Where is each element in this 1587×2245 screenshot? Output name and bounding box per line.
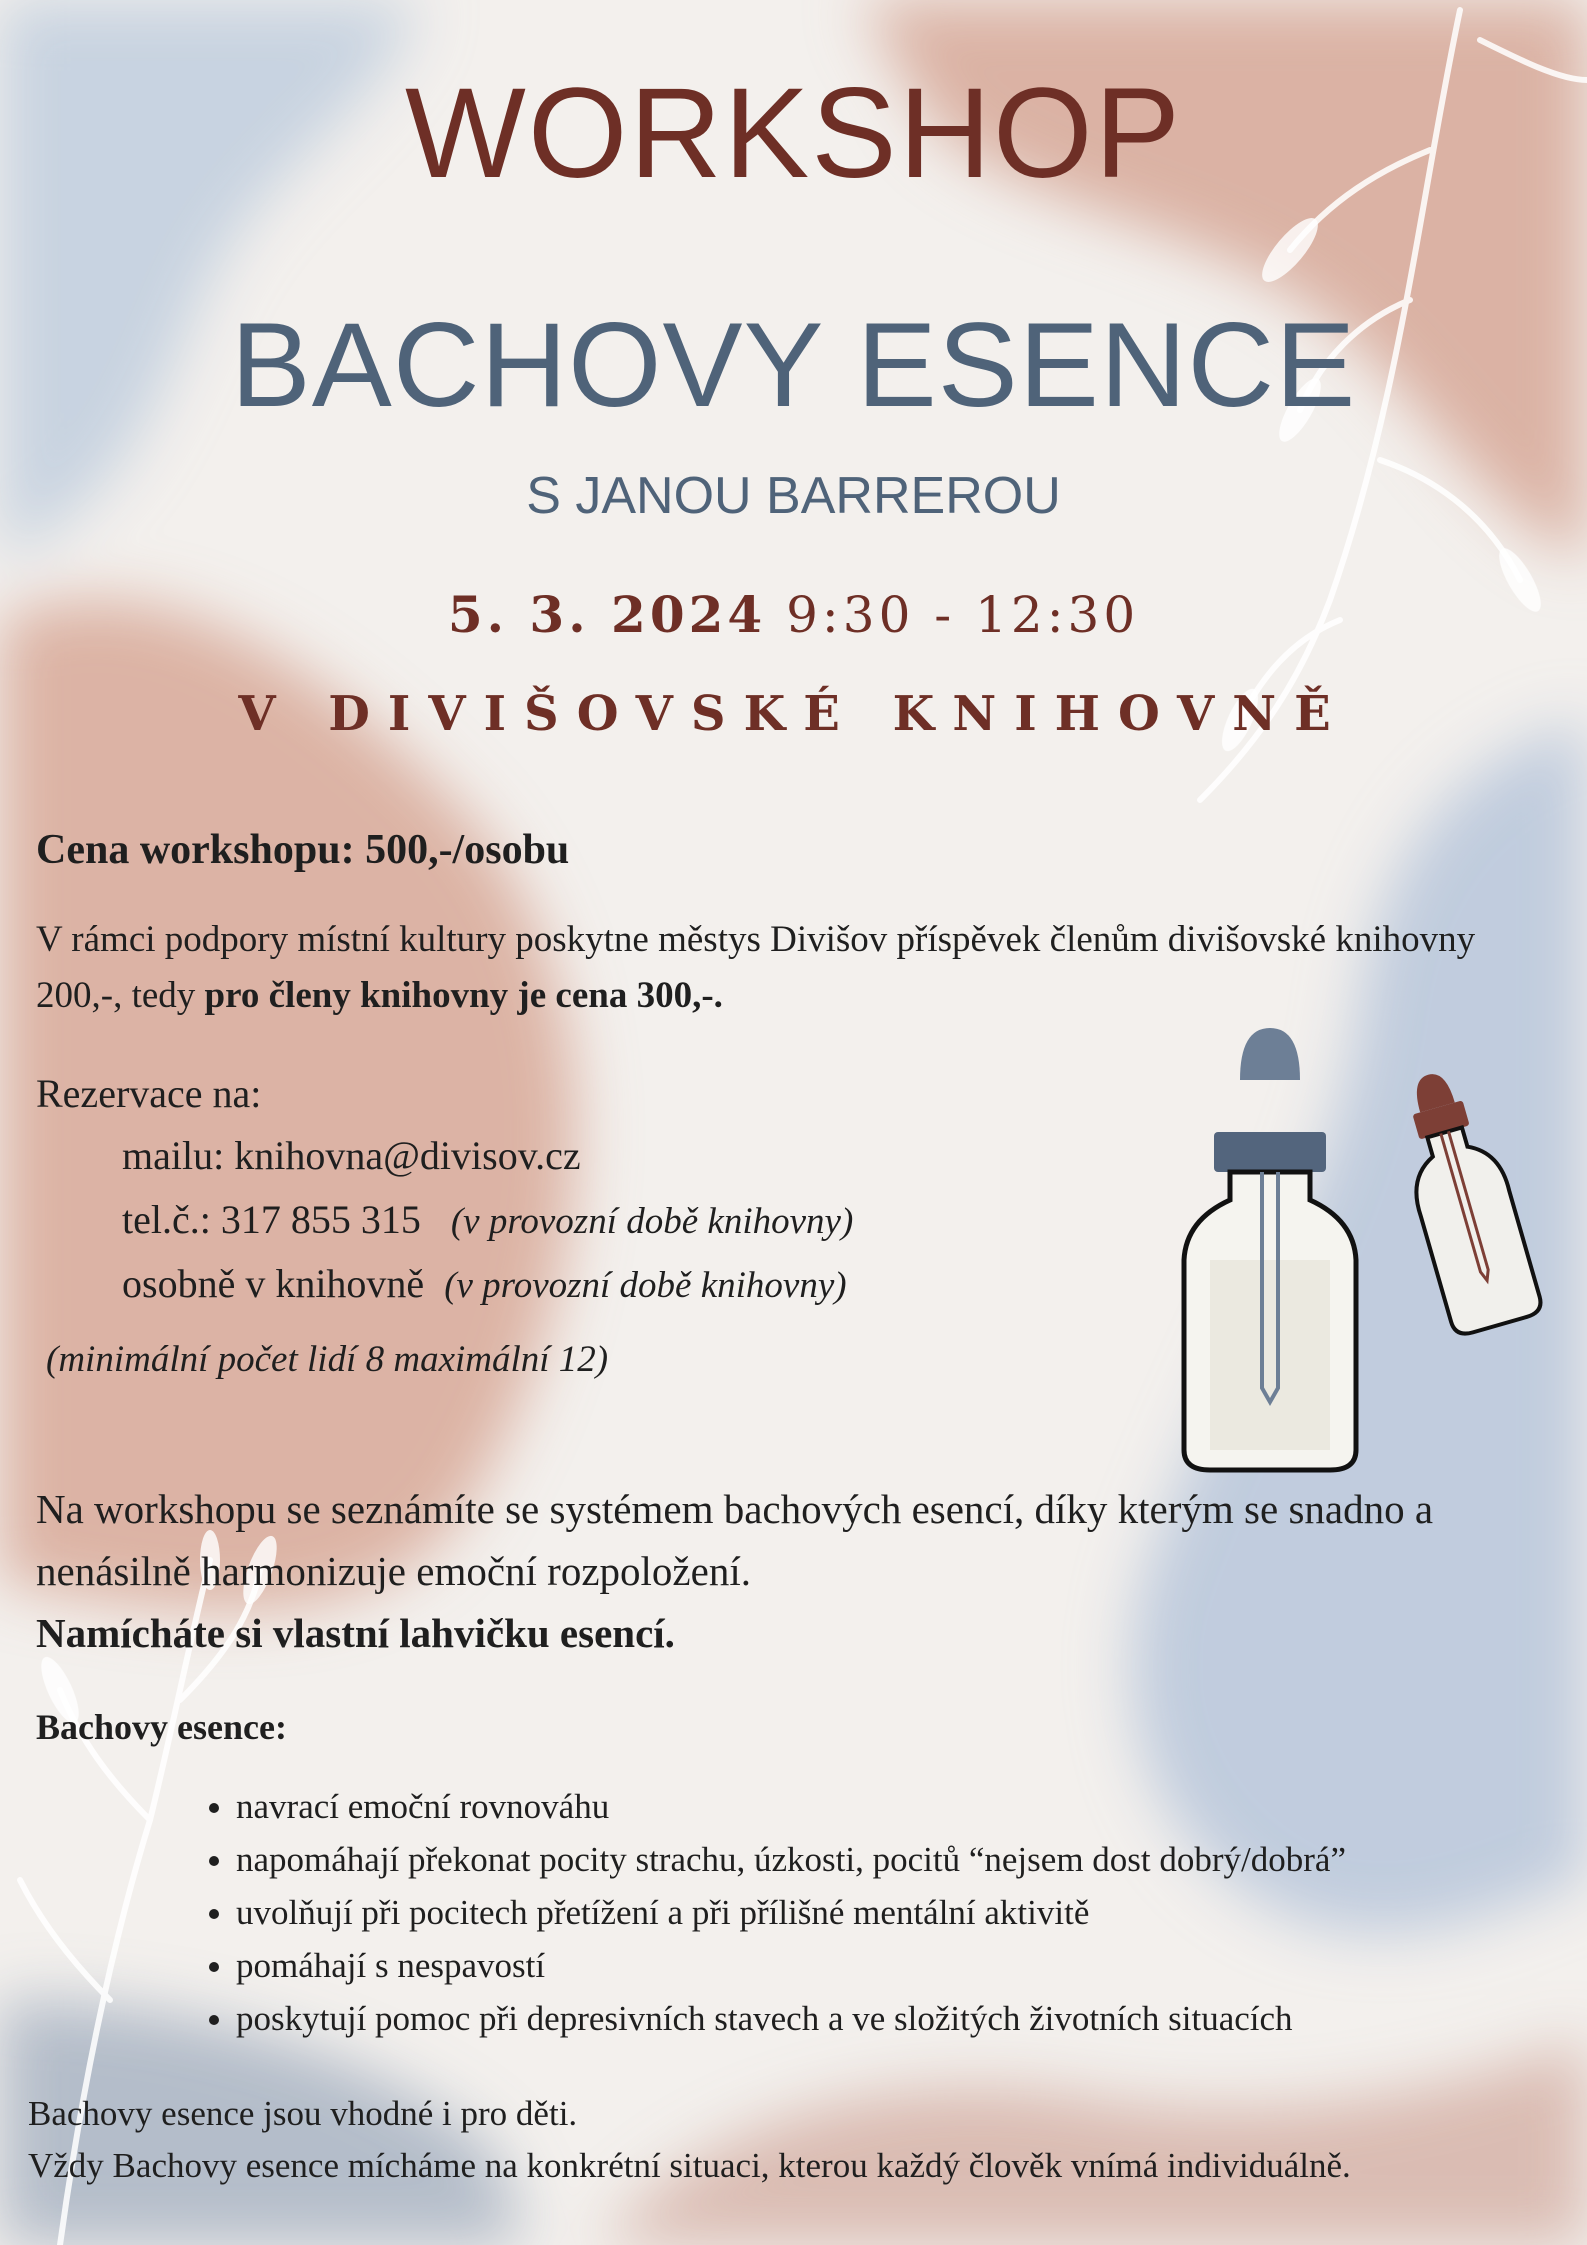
page-subtitle: BACHOVY ESENCE (230, 298, 1357, 432)
list-item: • napomáhají překonat pocity strachu, úzkosti, pocitů “nejsem dost dobrý/dobrá” (236, 1833, 1346, 1886)
description-highlight: Namícháte si vlastní lahvičku esencí. (36, 1610, 675, 1656)
description-text: Na workshopu se seznámíte se systémem bachových esencí, díky kterým se snadno a nenásilně harmonizuje emoční rozpoložení. (36, 1486, 1434, 1594)
member-discount-text (36, 912, 1556, 1024)
reservation-in-person: osobně v knihovně (122, 1261, 425, 1306)
list-item: • uvolňují při pocitech přetížení a při přílišné mentální aktivitě (236, 1886, 1346, 1939)
workshop-description (36, 1478, 1536, 1664)
host-name: S JANOU BARREROU (526, 467, 1061, 525)
capacity-note: (minimální počet lidí 8 maximální 12) (46, 1339, 609, 1380)
footer-line-1: Bachovy esence jsou vhodné i pro děti. (28, 2094, 578, 2133)
footer-note (28, 2088, 1351, 2192)
footer-line-2: Vždy Bachovy esence mícháme na konkrétní situaci, kterou každý člověk vnímá individuálně. (28, 2146, 1351, 2185)
support-text: V rámci podpory místní kultury poskytne městys Divišov příspěvek členům divišovské knihovny 200,-, tedy (36, 919, 1476, 1016)
reservation-phone: tel.č.: 317 855 315 (122, 1197, 421, 1242)
list-item: • navrací emoční rovnováhu (236, 1780, 1346, 1833)
large-bottle-icon (1184, 1028, 1356, 1470)
reservation-phone-row (122, 1196, 853, 1243)
reservation-mail: mailu: knihovna@divisov.cz (122, 1133, 581, 1178)
page-title: WORKSHOP (405, 62, 1182, 205)
phone-note: (v provozní době knihovny) (450, 1201, 854, 1242)
reservation-label: Rezervace na: (36, 1071, 262, 1116)
small-bottle-icon (1384, 1062, 1544, 1337)
event-date-time (0, 585, 1587, 644)
reservation-in-person-row (122, 1260, 847, 1307)
event-time: 9:30 - 12:30 (786, 586, 1140, 644)
list-item: • pomáhají s nespavostí (236, 1939, 1346, 1992)
list-item: • poskytují pomoc při depresivních stavech a ve složitých životních situacích (236, 1992, 1346, 2045)
event-place: V DIVIŠOVSKÉ KNIHOVNĚ (238, 686, 1349, 742)
event-date: 5. 3. 2024 (447, 585, 767, 644)
benefits-heading: Bachovy esence: (36, 1707, 287, 1747)
dropper-bottles-illustration (1170, 1020, 1550, 1490)
member-price: pro členy knihovny je cena 300,-. (204, 975, 723, 1016)
workshop-price: Cena workshopu: 500,-/osobu (36, 827, 570, 873)
in-person-note: (v provozní době knihovny) (444, 1265, 847, 1306)
benefits-list (200, 1780, 1346, 2045)
